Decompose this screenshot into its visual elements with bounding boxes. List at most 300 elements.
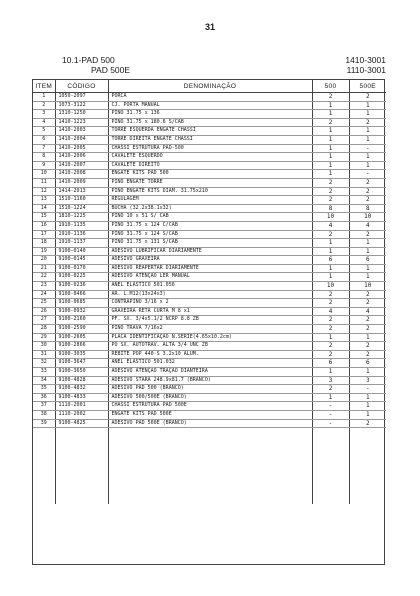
quantity-500: 2	[312, 385, 349, 394]
quantity-500e: 1	[349, 110, 386, 119]
part-description: BUCHA (32.2x38.1x32)	[108, 204, 312, 213]
quantity-500e: 2	[349, 230, 386, 239]
part-code: 1410-2006	[55, 153, 108, 162]
part-description: CJ. PORTA MANUAL	[108, 101, 312, 110]
part-code: 9100-0236	[55, 282, 108, 291]
item-number: 21	[33, 264, 55, 273]
item-number: 20	[33, 256, 55, 265]
part-description: PORCA	[108, 93, 312, 102]
item-number: 9	[33, 161, 55, 170]
part-code: 1410-2007	[55, 161, 108, 170]
item-number: 35	[33, 385, 55, 394]
empty-cell	[349, 436, 386, 444]
empty-table-row	[33, 451, 386, 459]
part-description: PINO 31.75 x 136	[108, 110, 312, 119]
part-code: 9100-0170	[55, 264, 108, 273]
table-row	[33, 187, 386, 196]
quantity-500: 1	[312, 368, 349, 377]
item-number: 1	[33, 93, 55, 102]
part-code: 1410-2004	[55, 135, 108, 144]
table-row	[33, 118, 386, 127]
item-number: 36	[33, 393, 55, 402]
part-code: 9100-0225	[55, 273, 108, 282]
quantity-500: 2	[312, 118, 349, 127]
part-number-block	[345, 55, 386, 75]
empty-cell	[312, 481, 349, 489]
part-code: 9100-2590	[55, 325, 108, 334]
quantity-500: 2	[312, 299, 349, 308]
model-title	[62, 55, 130, 75]
part-description: CHASSI ESTRUTURA PAD-500	[108, 144, 312, 153]
part-code: 9100-4833	[55, 393, 108, 402]
table-row	[33, 393, 386, 402]
part-code: 1110-2002	[55, 410, 108, 419]
part-code: 1510-1160	[55, 196, 108, 205]
empty-cell	[55, 474, 108, 482]
part-code: 9100-4825	[55, 419, 108, 428]
part-description: ADESIVO ATENÇÃO LER MANUAL	[108, 273, 312, 282]
quantity-500: 1	[312, 144, 349, 153]
quantity-500e: 1	[349, 247, 386, 256]
quantity-500e: 1	[349, 135, 386, 144]
quantity-500e: 4	[349, 307, 386, 316]
header-description: DENOMINAÇÃO	[108, 80, 312, 93]
table-row	[33, 144, 386, 153]
quantity-500: 2	[312, 325, 349, 334]
empty-cell	[312, 474, 349, 482]
table-row	[33, 127, 386, 136]
item-number: 17	[33, 230, 55, 239]
part-code: 9100-4832	[55, 385, 108, 394]
part-description: ADESIVO STARA 248.9x81.7 (BRANCO)	[108, 376, 312, 385]
quantity-500e: 10	[349, 213, 386, 222]
item-number: 28	[33, 325, 55, 334]
part-description: PINO 31.75 x 131 S/CAB	[108, 239, 312, 248]
empty-cell	[108, 481, 312, 489]
empty-cell	[108, 466, 312, 474]
empty-cell	[55, 428, 108, 436]
part-description: ADESIVO PAD 500 (BRANCO)	[108, 385, 312, 394]
quantity-500e: -	[349, 144, 386, 153]
quantity-500: 4	[312, 307, 349, 316]
item-number: 14	[33, 204, 55, 213]
quantity-500e: 1	[349, 161, 386, 170]
empty-table-row	[33, 428, 386, 436]
quantity-500e: 2	[349, 299, 386, 308]
quantity-500: 2	[312, 316, 349, 325]
table-row	[33, 273, 386, 282]
item-number: 6	[33, 135, 55, 144]
item-number: 24	[33, 290, 55, 299]
item-number: 5	[33, 127, 55, 136]
quantity-500: 2	[312, 290, 349, 299]
empty-cell	[349, 497, 386, 505]
quantity-500: 1	[312, 153, 349, 162]
item-number: 22	[33, 273, 55, 282]
empty-cell	[349, 481, 386, 489]
empty-cell	[349, 466, 386, 474]
quantity-500e: 2	[349, 342, 386, 351]
table-row	[33, 256, 386, 265]
empty-cell	[33, 489, 55, 497]
item-number: 19	[33, 247, 55, 256]
item-number: 18	[33, 239, 55, 248]
header-item: ITEM	[33, 80, 55, 93]
table-row	[33, 101, 386, 110]
table-row	[33, 161, 386, 170]
part-description: PF. SX. 3/4x5.1/2 NCRP 8.8 ZB	[108, 316, 312, 325]
table-row	[33, 178, 386, 187]
quantity-500: 1	[312, 170, 349, 179]
quantity-500: 10	[312, 282, 349, 291]
empty-cell	[349, 451, 386, 459]
quantity-500: -	[312, 419, 349, 428]
table-row	[33, 402, 386, 411]
empty-cell	[312, 451, 349, 459]
part-description: REGULAGEM	[108, 196, 312, 205]
quantity-500e: 2	[349, 350, 386, 359]
empty-table-row	[33, 459, 386, 467]
table-row	[33, 204, 386, 213]
empty-cell	[33, 443, 55, 451]
item-number: 13	[33, 196, 55, 205]
quantity-500: 1	[312, 264, 349, 273]
part-description: CONTRAPINO 3/16 x 2	[108, 299, 312, 308]
parts-table	[33, 80, 386, 504]
quantity-500: 2	[312, 178, 349, 187]
part-code: 1910-1135	[55, 221, 108, 230]
model-title-line1: 10.1-PAD 500	[62, 55, 115, 65]
quantity-500: 2	[312, 342, 349, 351]
quantity-500e: 6	[349, 256, 386, 265]
quantity-500: 2	[312, 196, 349, 205]
quantity-500: -	[312, 402, 349, 411]
item-number: 34	[33, 376, 55, 385]
quantity-500e: 2	[349, 178, 386, 187]
quantity-500e: 1	[349, 393, 386, 402]
part-description: ADESIVO 500/500E (BRANCO)	[108, 393, 312, 402]
quantity-500e: 2	[349, 196, 386, 205]
part-code: 9100-0685	[55, 299, 108, 308]
table-row	[33, 282, 386, 291]
part-code: 9100-0466	[55, 290, 108, 299]
empty-cell	[312, 436, 349, 444]
empty-table-row	[33, 436, 386, 444]
item-number: 33	[33, 368, 55, 377]
empty-cell	[33, 451, 55, 459]
table-header-row	[33, 80, 386, 93]
item-number: 29	[33, 333, 55, 342]
quantity-500: 6	[312, 359, 349, 368]
part-code: 9100-0932	[55, 307, 108, 316]
part-description: AR. L.M12(13x24x3)	[108, 290, 312, 299]
quantity-500e: 1	[349, 101, 386, 110]
empty-cell	[349, 474, 386, 482]
part-description: REBITE POP 440-S 3.2x10 ALUM.	[108, 350, 312, 359]
table-row	[33, 213, 386, 222]
table-row	[33, 333, 386, 342]
empty-cell	[108, 428, 312, 436]
quantity-500: 4	[312, 221, 349, 230]
quantity-500: 1	[312, 110, 349, 119]
quantity-500e: -	[349, 385, 386, 394]
empty-cell	[108, 497, 312, 505]
empty-cell	[312, 489, 349, 497]
table-row	[33, 419, 386, 428]
table-row	[33, 342, 386, 351]
empty-cell	[33, 436, 55, 444]
empty-table-row	[33, 497, 386, 505]
table-row	[33, 170, 386, 179]
item-number: 27	[33, 316, 55, 325]
quantity-500e: 2	[349, 325, 386, 334]
quantity-500e: 1	[349, 402, 386, 411]
quantity-500e: 8	[349, 204, 386, 213]
item-number: 10	[33, 170, 55, 179]
empty-cell	[349, 443, 386, 451]
empty-cell	[55, 466, 108, 474]
part-code: 1410-1223	[55, 118, 108, 127]
empty-table-row	[33, 489, 386, 497]
table-row	[33, 135, 386, 144]
item-number: 15	[33, 213, 55, 222]
table-row	[33, 290, 386, 299]
quantity-500e: 1	[349, 153, 386, 162]
part-code: 1410-2005	[55, 144, 108, 153]
quantity-500: 1	[312, 333, 349, 342]
part-description: TORRE DIREITA ENGATE CHASSI	[108, 135, 312, 144]
table-row	[33, 221, 386, 230]
empty-table-row	[33, 474, 386, 482]
table-row	[33, 350, 386, 359]
empty-cell	[55, 459, 108, 467]
part-description: PINO ENGATE KITS DIAM. 31.75x210	[108, 187, 312, 196]
quantity-500e: 6	[349, 359, 386, 368]
quantity-500: 3	[312, 376, 349, 385]
quantity-500: 1	[312, 161, 349, 170]
table-row	[33, 239, 386, 248]
table-row	[33, 264, 386, 273]
empty-cell	[108, 474, 312, 482]
part-description: CAVALETE DIREITO	[108, 161, 312, 170]
part-code: 1410-2003	[55, 127, 108, 136]
quantity-500: 1	[312, 127, 349, 136]
quantity-500e: 2	[349, 118, 386, 127]
part-code: 9100-3650	[55, 368, 108, 377]
quantity-500: 1	[312, 135, 349, 144]
empty-cell	[108, 459, 312, 467]
header-code: CÓDIGO	[55, 80, 108, 93]
empty-table-row	[33, 443, 386, 451]
quantity-500: 10	[312, 213, 349, 222]
item-number: 37	[33, 402, 55, 411]
table-row	[33, 299, 386, 308]
quantity-500: 2	[312, 187, 349, 196]
empty-cell	[312, 443, 349, 451]
empty-cell	[33, 428, 55, 436]
empty-cell	[55, 443, 108, 451]
quantity-500e: 1	[349, 333, 386, 342]
item-number: 3	[33, 110, 55, 119]
part-description: CAVALETE ESQUERDO	[108, 153, 312, 162]
empty-cell	[55, 481, 108, 489]
quantity-500: 1	[312, 247, 349, 256]
item-number: 12	[33, 187, 55, 196]
part-code: 1414-2013	[55, 187, 108, 196]
quantity-500e: 10	[349, 282, 386, 291]
item-number: 38	[33, 410, 55, 419]
empty-cell	[108, 436, 312, 444]
empty-cell	[33, 497, 55, 505]
empty-cell	[312, 428, 349, 436]
quantity-500: 6	[312, 256, 349, 265]
quantity-500e: 2	[349, 93, 386, 102]
item-number: 7	[33, 144, 55, 153]
part-code: 1410-2008	[55, 170, 108, 179]
part-code: 1110-2001	[55, 402, 108, 411]
table-row	[33, 385, 386, 394]
quantity-500e: 2	[349, 290, 386, 299]
empty-cell	[108, 443, 312, 451]
quantity-500: 1	[312, 273, 349, 282]
parts-list	[32, 79, 385, 565]
item-number: 2	[33, 101, 55, 110]
empty-cell	[312, 497, 349, 505]
part-code: 9100-2160	[55, 316, 108, 325]
quantity-500: 2	[312, 93, 349, 102]
empty-cell	[312, 459, 349, 467]
quantity-500: -	[312, 410, 349, 419]
part-description: ADESIVO GRAXEIRA	[108, 256, 312, 265]
quantity-500e: 2	[349, 316, 386, 325]
part-description: PINO 31.75 x 124 S/CAB	[108, 230, 312, 239]
empty-table-row	[33, 466, 386, 474]
header-qty-500: 500	[312, 80, 349, 93]
part-description: ANEL ELÁSTICO 501.056	[108, 282, 312, 291]
part-description: PINO 31.75 x 180.6 S/CAB	[108, 118, 312, 127]
item-number: 23	[33, 282, 55, 291]
quantity-500e: 2	[349, 419, 386, 428]
part-code: 9100-2866	[55, 342, 108, 351]
part-code: 9100-0140	[55, 247, 108, 256]
quantity-500e: 1	[349, 368, 386, 377]
table-row	[33, 247, 386, 256]
item-number: 16	[33, 221, 55, 230]
table-row	[33, 325, 386, 334]
part-code: 9100-4828	[55, 376, 108, 385]
part-code: 1310-1250	[55, 110, 108, 119]
part-description: ENGATE KITS PAD 500	[108, 170, 312, 179]
table-row	[33, 307, 386, 316]
page-number: 31	[204, 22, 215, 32]
item-number: 32	[33, 359, 55, 368]
item-number: 4	[33, 118, 55, 127]
empty-cell	[33, 474, 55, 482]
quantity-500e: 3	[349, 376, 386, 385]
header-qty-500e: 500E	[349, 80, 386, 93]
empty-cell	[108, 451, 312, 459]
empty-cell	[55, 497, 108, 505]
empty-cell	[349, 489, 386, 497]
model-title-line2: PAD 500E	[91, 65, 131, 75]
part-description: PLACA IDENTIFICAÇÃO N.SERIE(4.65x10.2cm)	[108, 333, 312, 342]
part-code: 1910-1137	[55, 239, 108, 248]
item-number: 31	[33, 350, 55, 359]
part-code: 9100-0145	[55, 256, 108, 265]
empty-cell	[33, 466, 55, 474]
part-description: CHASSI ESTRUTURA PAD 500E	[108, 402, 312, 411]
part-code: 1410-2009	[55, 178, 108, 187]
part-code: 9100-3647	[55, 359, 108, 368]
part-description: PINO 10 x 51 S/ CAB	[108, 213, 312, 222]
part-description: TORRE ESQUERDA ENGATE CHASSI	[108, 127, 312, 136]
table-row	[33, 196, 386, 205]
item-number: 25	[33, 299, 55, 308]
part-code: 1910-1136	[55, 230, 108, 239]
quantity-500e: 1	[349, 410, 386, 419]
item-number: 39	[33, 419, 55, 428]
part-code: 9100-2605	[55, 333, 108, 342]
quantity-500: 2	[312, 230, 349, 239]
table-row	[33, 230, 386, 239]
quantity-500e: 4	[349, 221, 386, 230]
item-number: 26	[33, 307, 55, 316]
part-description: ANEL ELÁSTICO 501.032	[108, 359, 312, 368]
parts-table-body	[33, 93, 386, 505]
item-number: 30	[33, 342, 55, 351]
empty-cell	[55, 451, 108, 459]
empty-cell	[108, 489, 312, 497]
table-row	[33, 93, 386, 102]
part-code: 1810-1225	[55, 213, 108, 222]
part-description: ADESIVO REAPERTAR DIARIAMENTE	[108, 264, 312, 273]
part-code: 1510-1224	[55, 204, 108, 213]
empty-table-row	[33, 481, 386, 489]
empty-cell	[33, 481, 55, 489]
part-description: PO SX. AUTOTRAV. ALTA 3/4 UNC ZB	[108, 342, 312, 351]
table-row	[33, 376, 386, 385]
part-number-line2: 1110-3001	[346, 65, 386, 75]
table-row	[33, 110, 386, 119]
quantity-500: 1	[312, 239, 349, 248]
part-description: PINO TRAVA 7/16x2	[108, 325, 312, 334]
quantity-500: 1	[312, 393, 349, 402]
quantity-500e: 2	[349, 187, 386, 196]
part-description: PINO ENGATE TORRE	[108, 178, 312, 187]
empty-cell	[312, 466, 349, 474]
quantity-500e: 1	[349, 264, 386, 273]
table-row	[33, 316, 386, 325]
part-description: ADESIVO ATENÇÃO TRAÇÃO DIANTEIRA	[108, 368, 312, 377]
quantity-500e: -	[349, 170, 386, 179]
part-description: ENGATE KITS PAD 500E	[108, 410, 312, 419]
part-description: GRAXEIRA RETA CURTA M 8 x1	[108, 307, 312, 316]
part-code: 1073-3122	[55, 101, 108, 110]
quantity-500: 1	[312, 101, 349, 110]
table-row	[33, 368, 386, 377]
quantity-500e: 1	[349, 239, 386, 248]
table-row	[33, 410, 386, 419]
empty-cell	[349, 459, 386, 467]
part-code: 1050-2097	[55, 93, 108, 102]
part-description: ADESIVO LUBRIFICAR DIARIAMENTE	[108, 247, 312, 256]
part-code: 9100-3035	[55, 350, 108, 359]
empty-cell	[33, 459, 55, 467]
part-number-line1: 1410-3001	[345, 55, 386, 65]
quantity-500: 2	[312, 350, 349, 359]
quantity-500e: 1	[349, 273, 386, 282]
part-description: ADESIVO PAD 500E (BRANCO)	[108, 419, 312, 428]
